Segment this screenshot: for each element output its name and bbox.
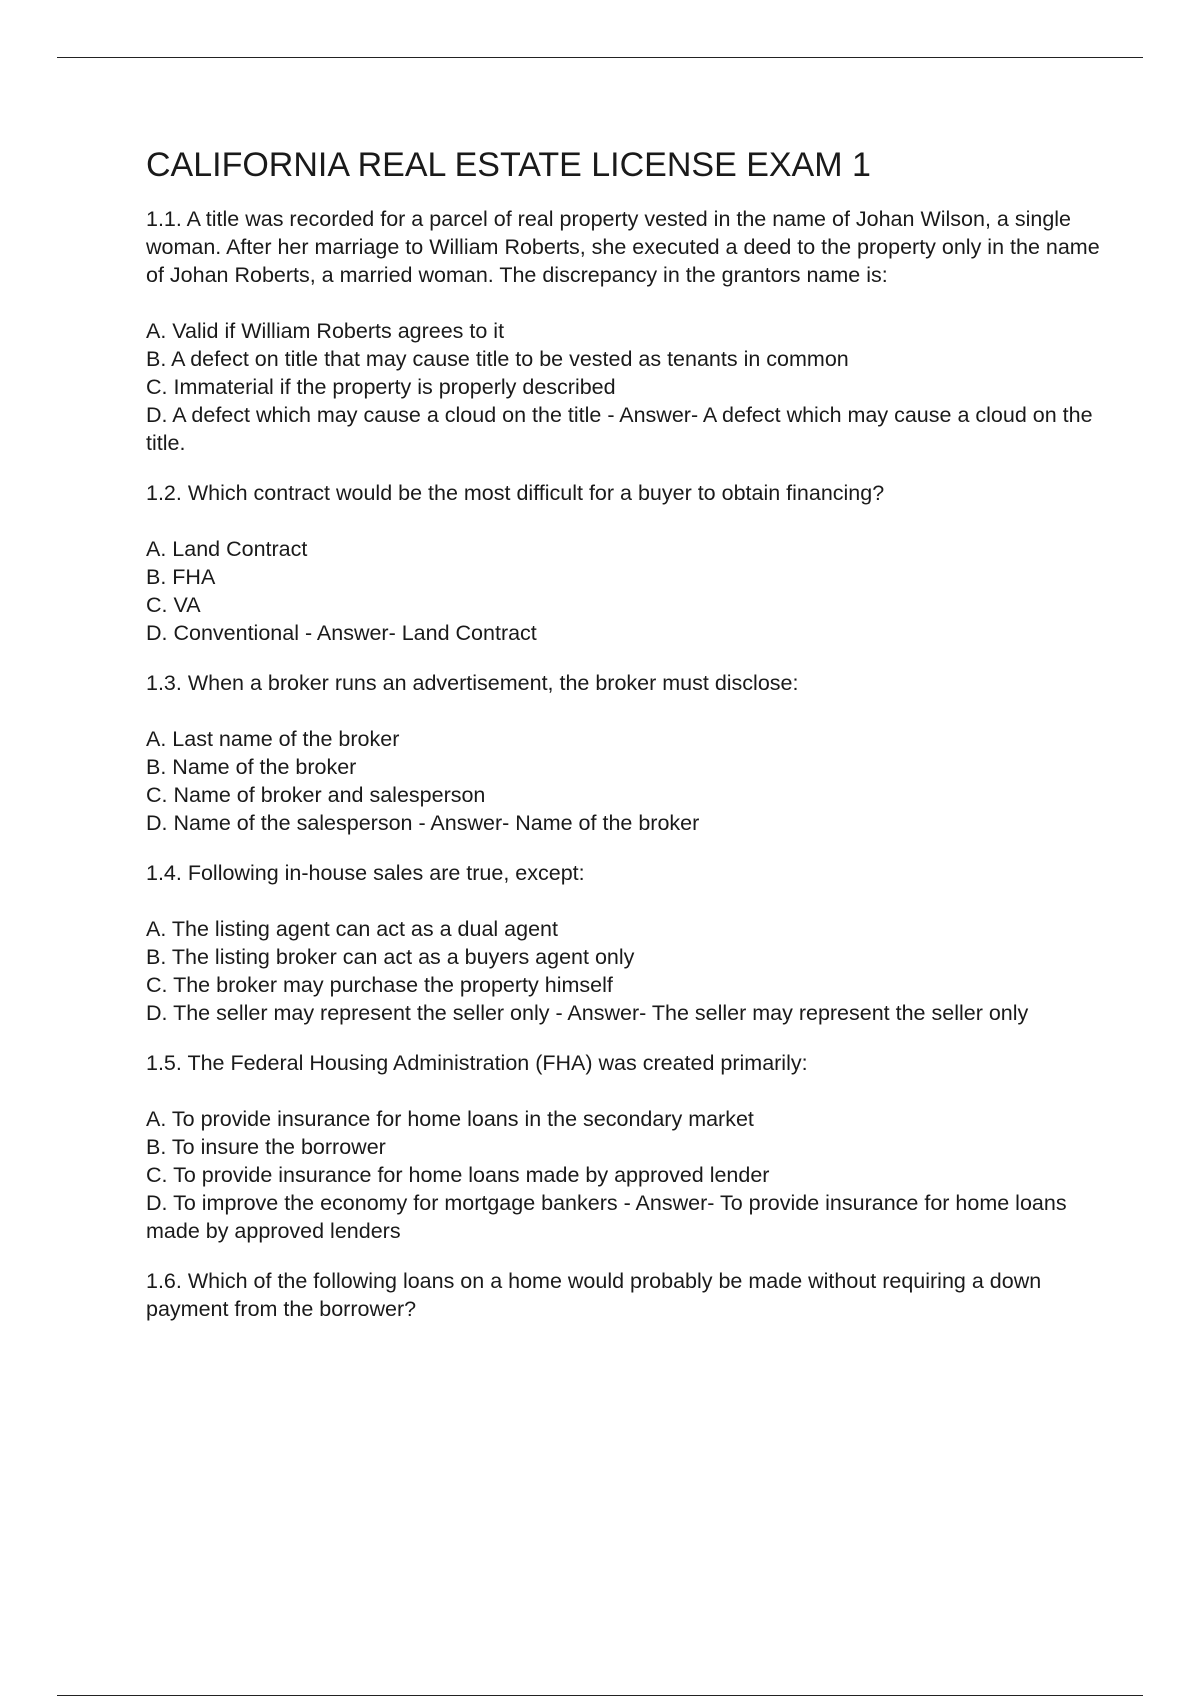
question-1-5 — [146, 1049, 1100, 1245]
question-text: 1.3. When a broker runs an advertisement, the broker must disclose: — [146, 671, 799, 695]
option-d-with-answer: D. A defect which may cause a cloud on the title - Answer- A defect which may cause a cloud on the title. — [146, 403, 1093, 455]
option-b: B. FHA — [146, 565, 216, 589]
option-b: B. Name of the broker — [146, 755, 357, 779]
question-1-3 — [146, 669, 1100, 837]
option-c: C. Name of broker and salesperson — [146, 783, 486, 807]
question-text: 1.6. Which of the following loans on a home would probably be made without requiring a down payment from the borrower? — [146, 1269, 1042, 1321]
question-text: 1.1. A title was recorded for a parcel of real property vested in the name of Johan Wilson, a single woman. After her marriage to William Roberts, she executed a deed to the property only in the name of Johan Roberts, a married woman. The discrepancy in the grantors name is: — [146, 207, 1100, 287]
option-c: C. To provide insurance for home loans made by approved lender — [146, 1163, 770, 1187]
answer-options — [146, 725, 1100, 837]
option-a: A. The listing agent can act as a dual agent — [146, 917, 558, 941]
option-d-with-answer: D. To improve the economy for mortgage bankers - Answer- To provide insurance for home loans made by approved lenders — [146, 1191, 1067, 1243]
option-a: A. Land Contract — [146, 537, 308, 561]
question-text: 1.2. Which contract would be the most difficult for a buyer to obtain financing? — [146, 481, 885, 505]
option-c: C. VA — [146, 593, 201, 617]
option-d-with-answer: D. The seller may represent the seller only - Answer- The seller may represent the seller only — [146, 1001, 1029, 1025]
question-1-2 — [146, 479, 1100, 647]
question-text: 1.4. Following in-house sales are true, except: — [146, 861, 585, 885]
option-d-with-answer: D. Name of the salesperson - Answer- Name of the broker — [146, 811, 700, 835]
document-body — [146, 143, 1100, 1351]
option-b: B. A defect on title that may cause title to be vested as tenants in common — [146, 347, 849, 371]
answer-options — [146, 535, 1100, 647]
question-1-1 — [146, 205, 1100, 457]
option-a: A. To provide insurance for home loans in the secondary market — [146, 1107, 754, 1131]
question-text: 1.5. The Federal Housing Administration (FHA) was created primarily: — [146, 1051, 808, 1075]
top-rule — [57, 57, 1143, 58]
option-b: B. The listing broker can act as a buyers agent only — [146, 945, 635, 969]
question-1-4 — [146, 859, 1100, 1027]
option-b: B. To insure the borrower — [146, 1135, 386, 1159]
answer-options — [146, 317, 1100, 457]
option-c: C. The broker may purchase the property himself — [146, 973, 613, 997]
document-title: CALIFORNIA REAL ESTATE LICENSE EXAM 1 — [146, 146, 871, 184]
bottom-rule — [57, 1695, 1143, 1696]
option-c: C. Immaterial if the property is properly described — [146, 375, 616, 399]
option-a: A. Valid if William Roberts agrees to it — [146, 319, 505, 343]
question-1-6 — [146, 1267, 1100, 1323]
answer-options — [146, 1105, 1100, 1245]
option-d-with-answer: D. Conventional - Answer- Land Contract — [146, 621, 537, 645]
answer-options — [146, 915, 1100, 1027]
option-a: A. Last name of the broker — [146, 727, 400, 751]
